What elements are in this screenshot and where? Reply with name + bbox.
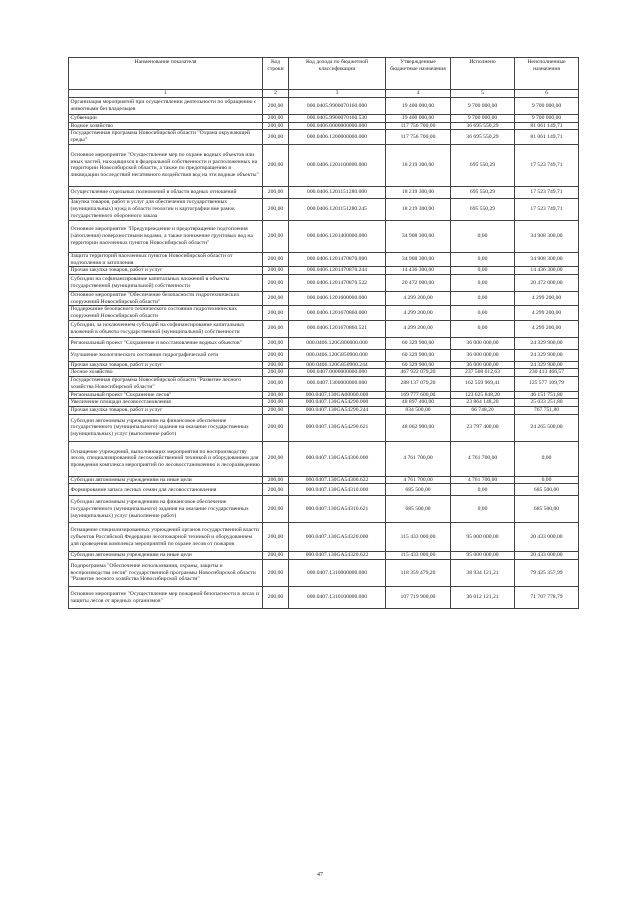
row-approved-cell: 60 329 900,00 <box>386 337 451 349</box>
column-number: 3 <box>289 90 386 98</box>
row-unexecuted-cell: 46 151 751,80 <box>515 391 579 399</box>
row-unexecuted-cell: 20 433 000,00 <box>515 552 579 560</box>
row-executed-cell: 4 761 700,00 <box>451 441 515 476</box>
row-unexecuted-cell: 17 523 749,71 <box>515 198 579 220</box>
row-line-code-cell: 200,00 <box>263 115 289 123</box>
row-approved-cell: 117 756 700,00 <box>386 130 451 144</box>
row-approved-cell: 48 897 400,00 <box>386 399 451 407</box>
row-approved-cell: 685 500,00 <box>386 496 451 523</box>
column-number-row <box>69 90 579 98</box>
row-classification-code-cell: 000.0407.1310000000.000 <box>289 560 386 587</box>
row-name-cell: Защита территорий населенных пунктов Новосибирской области от подтопления и затопления <box>69 252 263 266</box>
row-line-code-cell: 200,00 <box>263 523 289 552</box>
row-classification-code-cell: 000.0406.1201470870.000 <box>289 252 386 266</box>
column-header-row <box>69 58 579 90</box>
row-executed-cell: 695 550,29 <box>451 198 515 220</box>
row-name-cell: Основное мероприятие "Предупреждение и предотвращение подтопления (затопления) поверхностными водами, а также понижение грунтовых вод на территории населенных пунктов Новосибирской области" <box>69 220 263 252</box>
table-row <box>69 252 579 266</box>
row-unexecuted-cell: 685 500,00 <box>515 496 579 523</box>
row-classification-code-cell: 000.0407.130GA54290.000 <box>289 399 386 407</box>
row-line-code-cell: 200,00 <box>263 369 289 377</box>
row-classification-code-cell: 000.0406.120G850900.244 <box>289 361 386 369</box>
row-classification-code-cell: 000.0407.130GA54300.000 <box>289 441 386 476</box>
row-unexecuted-cell: 20 433 000,00 <box>515 523 579 552</box>
row-executed-cell: 0,00 <box>451 320 515 337</box>
row-name-cell: Организация мероприятий при осуществлении деятельности по обращению с животными без владельцев <box>69 98 263 115</box>
row-executed-cell: 0,00 <box>451 274 515 291</box>
table-row <box>69 369 579 377</box>
row-executed-cell: 162 559 969,41 <box>451 377 515 391</box>
row-line-code-cell: 200,00 <box>263 130 289 144</box>
row-approved-cell: 4 299 200,00 <box>386 320 451 337</box>
row-classification-code-cell: 000.0407.130GA54300.622 <box>289 476 386 484</box>
row-classification-code-cell: 000.0407.130GA54310.621 <box>289 496 386 523</box>
table-row <box>69 267 579 275</box>
row-line-code-cell: 200,00 <box>263 320 289 337</box>
row-approved-cell: 107 719 900,00 <box>386 587 451 609</box>
row-name-cell: Основное мероприятие "Осуществление мер пожарной безопасности в лесах и защиты лесов от вредных организмов" <box>69 587 263 609</box>
row-line-code-cell: 200,00 <box>263 552 289 560</box>
row-executed-cell: 4 761 700,00 <box>451 476 515 484</box>
row-classification-code-cell: 000.0406.1201400000.000 <box>289 220 386 252</box>
table-row <box>69 414 579 441</box>
row-unexecuted-cell: 81 061 149,71 <box>515 122 579 130</box>
table-row <box>69 320 579 337</box>
row-executed-cell: 36 695 550,29 <box>451 122 515 130</box>
row-classification-code-cell: 000.0407.130GA54310.000 <box>289 484 386 496</box>
table-row <box>69 587 579 609</box>
row-name-cell: Основное мероприятие "Обеспечение безопасности гидротехнических сооружений Новосибирской области" <box>69 291 263 305</box>
row-approved-cell: 467 922 079,20 <box>386 369 451 377</box>
row-name-cell: Субсидии автономным учреждениям на финансовое обеспечение государственного (муниципального) задания на оказание государственных (муниципальных) услуг (выполнение работ) <box>69 496 263 523</box>
row-executed-cell: 0,00 <box>451 496 515 523</box>
row-approved-cell: 685 500,00 <box>386 484 451 496</box>
table-row <box>69 306 579 320</box>
row-approved-cell: 4 299 200,00 <box>386 291 451 305</box>
row-name-cell: Увеличение площади лесовосстановления <box>69 399 263 407</box>
row-line-code-cell: 200,00 <box>263 349 289 361</box>
row-name-cell: Закупка товаров, работ и услуг для обеспечения государственных (муниципальных) нужд в области геологии и картографии вне рамок государственного оборонного заказа <box>69 198 263 220</box>
row-line-code-cell: 200,00 <box>263 274 289 291</box>
row-unexecuted-cell: 0,00 <box>515 476 579 484</box>
table-row <box>69 560 579 587</box>
row-classification-code-cell: 000.0407.130GA54320.000 <box>289 523 386 552</box>
row-name-cell: Субвенции <box>69 115 263 123</box>
row-line-code-cell: 200,00 <box>263 198 289 220</box>
row-approved-cell: 18 219 300,00 <box>386 186 451 198</box>
row-line-code-cell: 200,00 <box>263 122 289 130</box>
row-line-code-cell: 200,00 <box>263 252 289 266</box>
row-line-code-cell: 200,00 <box>263 361 289 369</box>
row-line-code-cell: 200,00 <box>263 144 289 186</box>
row-classification-code-cell: 000.0405.9900070160.530 <box>289 115 386 123</box>
row-executed-cell: 36 695 550,29 <box>451 130 515 144</box>
row-executed-cell: 0,00 <box>451 291 515 305</box>
column-header-approved: Утвержденные бюджетные назначения <box>386 58 451 90</box>
row-line-code-cell: 200,00 <box>263 391 289 399</box>
row-unexecuted-cell: 4 299 200,00 <box>515 291 579 305</box>
row-classification-code-cell: 000.0407.0000000000.000 <box>289 369 386 377</box>
row-name-cell: Субсидии автономным учреждениям на иные цели <box>69 476 263 484</box>
table-row <box>69 115 579 123</box>
row-classification-code-cell: 000.0407.130GA00000.000 <box>289 391 386 399</box>
row-name-cell: Государственная программа Новосибирской области "Развитие лесного хозяйства Новосибирской области" <box>69 377 263 391</box>
table-row <box>69 441 579 476</box>
row-approved-cell: 169 777 600,00 <box>386 391 451 399</box>
row-classification-code-cell: 000.0406.1201670860.521 <box>289 320 386 337</box>
row-name-cell: Региональный проект "Сохранение и восстановление водных объектов" <box>69 337 263 349</box>
row-line-code-cell: 200,00 <box>263 484 289 496</box>
row-executed-cell: 23 797 400,00 <box>451 414 515 441</box>
row-line-code-cell: 200,00 <box>263 496 289 523</box>
row-classification-code-cell: 000.0406.1201151280.000 <box>289 186 386 198</box>
row-approved-cell: 117 756 700,00 <box>386 122 451 130</box>
column-number: 2 <box>263 90 289 98</box>
row-executed-cell: 0,00 <box>451 484 515 496</box>
row-classification-code-cell: 000.0406.120G850900.000 <box>289 349 386 361</box>
row-approved-cell: 118 359 479,20 <box>386 560 451 587</box>
row-classification-code-cell: 000.0407.130GA54290.244 <box>289 406 386 414</box>
row-name-cell: Осуществление отдельных полномочий в области водных отношений <box>69 186 263 198</box>
table-row <box>69 484 579 496</box>
table-row <box>69 552 579 560</box>
row-approved-cell: 60 329 900,00 <box>386 361 451 369</box>
table-row <box>69 377 579 391</box>
row-unexecuted-cell: 24 329 900,00 <box>515 361 579 369</box>
table-row <box>69 291 579 305</box>
row-approved-cell: 19 400 000,00 <box>386 98 451 115</box>
row-approved-cell: 18 219 300,00 <box>386 144 451 186</box>
row-approved-cell: 4 761 700,00 <box>386 476 451 484</box>
row-executed-cell: 36 012 121,21 <box>451 587 515 609</box>
row-line-code-cell: 200,00 <box>263 406 289 414</box>
row-executed-cell: 36 000 000,00 <box>451 349 515 361</box>
row-unexecuted-cell: 34 908 300,00 <box>515 252 579 266</box>
table-row <box>69 144 579 186</box>
row-unexecuted-cell: 4 299 200,00 <box>515 306 579 320</box>
row-unexecuted-cell: 9 700 000,00 <box>515 115 579 123</box>
row-executed-cell: 66 748,20 <box>451 406 515 414</box>
row-executed-cell: 123 625 848,20 <box>451 391 515 399</box>
row-executed-cell: 0,00 <box>451 220 515 252</box>
row-executed-cell: 38 934 121,21 <box>451 560 515 587</box>
row-unexecuted-cell: 125 577 109,79 <box>515 377 579 391</box>
row-approved-cell: 4 761 700,00 <box>386 441 451 476</box>
row-classification-code-cell: 000.0406.1201600000.000 <box>289 291 386 305</box>
row-line-code-cell: 200,00 <box>263 291 289 305</box>
row-approved-cell: 834 500,00 <box>386 406 451 414</box>
row-unexecuted-cell: 34 908 300,00 <box>515 220 579 252</box>
column-header-line-code: Код строки <box>263 58 289 90</box>
row-name-cell: Субсидии на софинансирование капитальных вложений в объекты государственной (муниципальной) собственности <box>69 274 263 291</box>
row-classification-code-cell: 000.0406.1201670860.000 <box>289 306 386 320</box>
table-row <box>69 220 579 252</box>
row-name-cell: Формирование запаса лесных семян для лесовосстановления <box>69 484 263 496</box>
column-header-unexecuted: Неисполненные назначения <box>515 58 579 90</box>
column-number: 6 <box>515 90 579 98</box>
row-executed-cell: 95 000 000,00 <box>451 523 515 552</box>
row-unexecuted-cell: 17 523 749,71 <box>515 186 579 198</box>
table-row <box>69 98 579 115</box>
table-row <box>69 361 579 369</box>
row-name-cell: Лесное хозяйство <box>69 369 263 377</box>
row-executed-cell: 237 508 612,63 <box>451 369 515 377</box>
page-number: 47 <box>317 872 323 878</box>
row-executed-cell: 695 550,29 <box>451 186 515 198</box>
row-unexecuted-cell: 24 329 900,00 <box>515 337 579 349</box>
row-classification-code-cell: 000.0406.120G800000.000 <box>289 337 386 349</box>
row-unexecuted-cell: 230 413 466,57 <box>515 369 579 377</box>
row-line-code-cell: 200,00 <box>263 306 289 320</box>
row-line-code-cell: 200,00 <box>263 220 289 252</box>
row-approved-cell: 115 433 000,00 <box>386 552 451 560</box>
row-unexecuted-cell: 14 436 300,00 <box>515 267 579 275</box>
row-name-cell: Субсидии автономным учреждениям на иные цели <box>69 552 263 560</box>
row-unexecuted-cell: 79 425 357,99 <box>515 560 579 587</box>
row-classification-code-cell: 000.0406.1201100000.000 <box>289 144 386 186</box>
row-approved-cell: 60 329 900,00 <box>386 349 451 361</box>
row-line-code-cell: 200,00 <box>263 98 289 115</box>
row-approved-cell: 4 299 200,00 <box>386 306 451 320</box>
table-row <box>69 122 579 130</box>
table-row <box>69 391 579 399</box>
row-executed-cell: 23 864 148,20 <box>451 399 515 407</box>
row-name-cell: Прочая закупка товаров, работ и услуг <box>69 267 263 275</box>
row-unexecuted-cell: 25 033 251,80 <box>515 399 579 407</box>
column-number: 5 <box>451 90 515 98</box>
row-classification-code-cell: 000.0407.130GA54290.621 <box>289 414 386 441</box>
table-row <box>69 476 579 484</box>
row-classification-code-cell: 000.0405.9900070160.000 <box>289 98 386 115</box>
row-unexecuted-cell: 71 707 778,79 <box>515 587 579 609</box>
table-row <box>69 198 579 220</box>
column-number: 1 <box>69 90 263 98</box>
table-row <box>69 337 579 349</box>
row-classification-code-cell: 000.0407.130GA54320.622 <box>289 552 386 560</box>
row-executed-cell: 36 000 000,00 <box>451 361 515 369</box>
row-executed-cell: 36 000 000,00 <box>451 337 515 349</box>
row-executed-cell: 95 000 000,00 <box>451 552 515 560</box>
row-name-cell: Основное мероприятие "Осуществление мер по охране водных объектов или иных частей, находящихся в федеральной собственности и расположенных на территории Новосибирской области, а также по предотвращению и ликвидации последствий негативного воздействия вод на эти водные объекты" <box>69 144 263 186</box>
row-approved-cell: 115 433 000,00 <box>386 523 451 552</box>
row-executed-cell: 9 700 000,00 <box>451 98 515 115</box>
budget-report-document <box>68 57 578 609</box>
table-body <box>69 98 579 609</box>
table-row <box>69 523 579 552</box>
row-line-code-cell: 200,00 <box>263 337 289 349</box>
row-name-cell: Улучшение экологического состояния гидрографической сети <box>69 349 263 361</box>
table-row <box>69 274 579 291</box>
row-line-code-cell: 200,00 <box>263 560 289 587</box>
row-unexecuted-cell: 0,00 <box>515 441 579 476</box>
row-unexecuted-cell: 17 523 749,71 <box>515 144 579 186</box>
row-name-cell: Поддержание безопасного технического состояния гидротехнических сооружений Новосибирской области <box>69 306 263 320</box>
row-line-code-cell: 200,00 <box>263 399 289 407</box>
table-row <box>69 186 579 198</box>
column-header-executed: Исполнено <box>451 58 515 90</box>
row-classification-code-cell: 000.0406.1200000000.000 <box>289 130 386 144</box>
row-name-cell: Прочая закупка товаров, работ и услуг <box>69 361 263 369</box>
row-unexecuted-cell: 24 329 900,00 <box>515 349 579 361</box>
row-name-cell: Подпрограмма "Обеспечение использования, охраны, защиты и воспроизводства лесов" государственной программы Новосибирской области "Развитие лесного хозяйства Новосибирской области" <box>69 560 263 587</box>
row-executed-cell: 695 550,29 <box>451 144 515 186</box>
row-executed-cell: 0,00 <box>451 306 515 320</box>
row-line-code-cell: 200,00 <box>263 267 289 275</box>
row-unexecuted-cell: 685 500,00 <box>515 484 579 496</box>
row-approved-cell: 19 400 000,00 <box>386 115 451 123</box>
row-approved-cell: 48 062 900,00 <box>386 414 451 441</box>
table-row <box>69 406 579 414</box>
row-approved-cell: 20 472 000,00 <box>386 274 451 291</box>
row-classification-code-cell: 000.0406.1201151280.245 <box>289 198 386 220</box>
row-unexecuted-cell: 9 700 000,00 <box>515 98 579 115</box>
row-unexecuted-cell: 4 299 200,00 <box>515 320 579 337</box>
table-row <box>69 399 579 407</box>
row-name-cell: Водное хозяйство <box>69 122 263 130</box>
row-approved-cell: 34 908 300,00 <box>386 220 451 252</box>
row-name-cell: Оснащение учреждений, выполняющих мероприятия по воспроизводству лесов, специализированной лесохозяйственной техникой и оборудованием для проведения комплекса мероприятий по лесовосстановлению и лесоразведению <box>69 441 263 476</box>
row-name-cell: Прочая закупка товаров, работ и услуг <box>69 406 263 414</box>
row-line-code-cell: 200,00 <box>263 587 289 609</box>
row-name-cell: Государственная программа Новосибирской области "Охрана окружающей среды" <box>69 130 263 144</box>
row-name-cell: Субсидии автономным учреждениям на финансовое обеспечение государственного (муниципального) задания на оказание государственных (муниципальных) услуг (выполнение работ) <box>69 414 263 441</box>
row-unexecuted-cell: 81 061 149,71 <box>515 130 579 144</box>
row-line-code-cell: 200,00 <box>263 476 289 484</box>
table-row <box>69 349 579 361</box>
row-line-code-cell: 200,00 <box>263 377 289 391</box>
row-name-cell: Оснащение специализированных учреждений органов государственной власти субъектов Российской Федерации лесопожарной техникой и оборудованием для проведения комплекса мероприятий по охране лесов от пожаров <box>69 523 263 552</box>
row-executed-cell: 0,00 <box>451 267 515 275</box>
row-approved-cell: 14 436 300,00 <box>386 267 451 275</box>
row-classification-code-cell: 000.0407.1310100000.000 <box>289 587 386 609</box>
row-line-code-cell: 200,00 <box>263 414 289 441</box>
row-classification-code-cell: 000.0406.1201470870.522 <box>289 274 386 291</box>
column-number: 4 <box>386 90 451 98</box>
row-approved-cell: 34 908 300,00 <box>386 252 451 266</box>
row-name-cell: Субсидии, за исключением субсидий на софинансирование капитальных вложений в объекты государственной (муниципальной) собственности <box>69 320 263 337</box>
row-name-cell: Региональный проект "Сохранение лесов" <box>69 391 263 399</box>
row-line-code-cell: 200,00 <box>263 441 289 476</box>
table-row <box>69 496 579 523</box>
row-unexecuted-cell: 24 265 500,00 <box>515 414 579 441</box>
row-line-code-cell: 200,00 <box>263 186 289 198</box>
row-classification-code-cell: 000.0406.1201470870.244 <box>289 267 386 275</box>
row-unexecuted-cell: 767 751,80 <box>515 406 579 414</box>
table-row <box>69 130 579 144</box>
row-classification-code-cell: 000.0406.0000000000.000 <box>289 122 386 130</box>
row-approved-cell: 18 219 300,00 <box>386 198 451 220</box>
row-executed-cell: 0,00 <box>451 252 515 266</box>
budget-table <box>68 57 579 609</box>
column-header-name: Наименование показателя <box>69 58 263 90</box>
row-approved-cell: 288 137 079,20 <box>386 377 451 391</box>
column-header-classification-code: Код дохода по бюджетной классификации <box>289 58 386 90</box>
row-executed-cell: 9 700 000,00 <box>451 115 515 123</box>
row-classification-code-cell: 000.0407.1300000000.000 <box>289 377 386 391</box>
row-unexecuted-cell: 20 472 000,00 <box>515 274 579 291</box>
